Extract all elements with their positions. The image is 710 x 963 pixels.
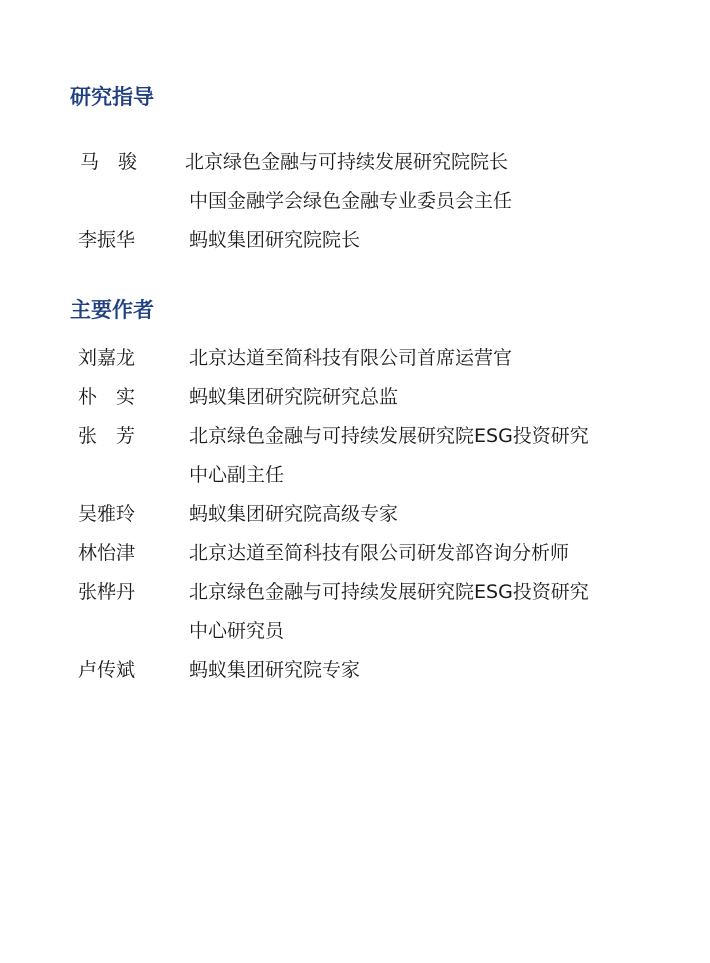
person-name: 张 芳 (78, 425, 136, 447)
person-roles (189, 378, 659, 417)
person-role: 蚂蚁集团研究院研究总监 (189, 386, 399, 408)
person-entry (0, 534, 710, 573)
person-entry (0, 573, 710, 651)
person-entry (0, 143, 710, 221)
person-role: 蚂蚁集团研究院高级专家 (189, 503, 399, 525)
person-roles (189, 573, 659, 651)
person-role: 中国金融学会绿色金融专业委员会主任 (189, 190, 513, 212)
person-roles (189, 651, 659, 690)
person-role: 北京绿色金融与可持续发展研究院ESG投资研究 (189, 581, 589, 603)
people-list (0, 143, 710, 260)
person-roles (189, 495, 659, 534)
person-entry (0, 417, 710, 495)
person-roles (189, 417, 659, 495)
person-entry (0, 495, 710, 534)
person-role: 蚂蚁集团研究院专家 (189, 659, 361, 681)
person-entry (0, 221, 710, 260)
person-roles (189, 339, 659, 378)
person-roles (189, 221, 659, 260)
person-roles (189, 534, 659, 573)
section-title: 研究指导 (70, 85, 154, 109)
person-name: 林怡津 (78, 542, 136, 564)
person-role: 北京绿色金融与可持续发展研究院院长 (185, 151, 509, 173)
person-role: 中心研究员 (189, 620, 285, 642)
people-list (0, 339, 710, 690)
person-entry (0, 339, 710, 378)
person-name: 卢传斌 (78, 659, 136, 681)
person-entry (0, 378, 710, 417)
person-name: 李振华 (78, 229, 136, 251)
person-name: 张桦丹 (78, 581, 136, 603)
person-name: 马 骏 (80, 151, 138, 173)
person-entry (0, 651, 710, 690)
person-name: 刘嘉龙 (78, 347, 136, 369)
person-name: 吴雅玲 (78, 503, 136, 525)
section-title: 主要作者 (70, 298, 154, 322)
person-name: 朴 实 (78, 386, 136, 408)
person-role: 蚂蚁集团研究院院长 (189, 229, 361, 251)
person-role: 北京达道至简科技有限公司研发部咨询分析师 (189, 542, 570, 564)
person-role: 北京达道至简科技有限公司首席运营官 (189, 347, 513, 369)
person-role: 北京绿色金融与可持续发展研究院ESG投资研究 (189, 425, 589, 447)
person-roles (185, 143, 655, 221)
person-role: 中心副主任 (189, 464, 285, 486)
